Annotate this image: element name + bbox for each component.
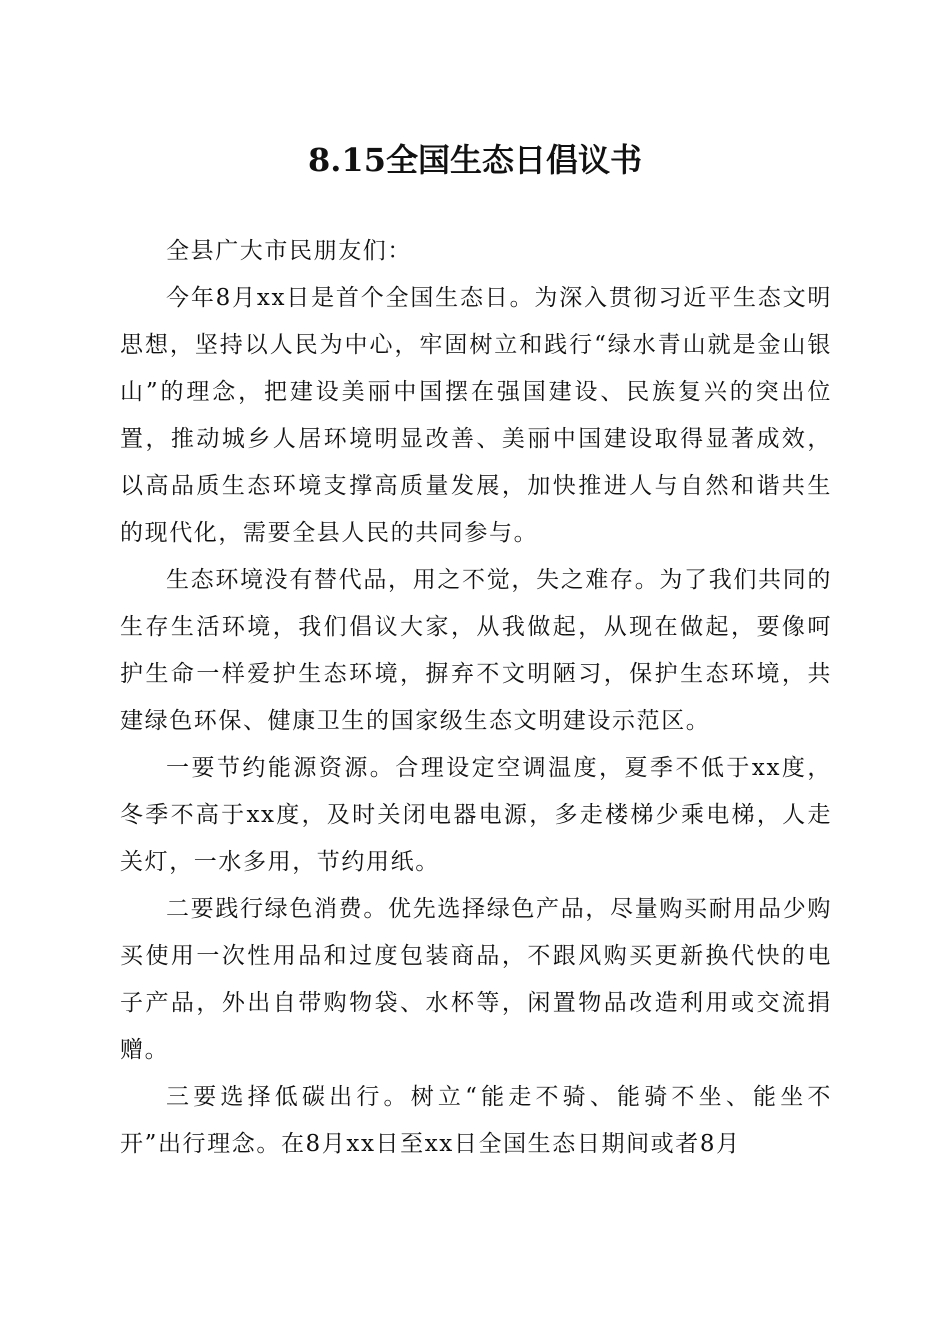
- paragraph-call-to-action: 生态环境没有替代品，用之不觉，失之难存。为了我们共同的生存生活环境，我们倡议大家，从我做起，从现在做起，要像呵护生命一样爱护生态环境，摒弃不文明陋习，保护生态环境，共建绿色环保、健康卫生的国家级生态文明建设示范区。: [120, 567, 832, 734]
- paragraph-intro: 今年8月xx日是首个全国生态日。为深入贯彻习近平生态文明思想，坚持以人民为中心，牢固树立和践行“绿水青山就是金山银山”的理念，把建设美丽中国摆在强国建设、民族复兴的突出位置，推动城乡人居环境明显改善、美丽中国建设取得显著成效，以高品质生态环境支撑高质量发展，加快推进人与自然和谐共生的现代化，需要全县人民的共同参与。: [120, 285, 832, 546]
- salutation: 全县广大市民朋友们：: [166, 238, 412, 264]
- paragraph-save-energy: 一要节约能源资源。合理设定空调温度，夏季不低于xx度，冬季不高于xx度，及时关闭电器电源，多走楼梯少乘电梯，人走关灯，一水多用，节约用纸。: [120, 755, 832, 875]
- paragraph-low-carbon-travel: 三要选择低碳出行。树立“能走不骑、能骑不坐、能坐不开”出行理念。在8月xx日至xx日全国生态日期间或者8月: [120, 1084, 832, 1157]
- document-body: [120, 228, 832, 1168]
- paragraph-green-consumption: 二要践行绿色消费。优先选择绿色产品，尽量购买耐用品少购买使用一次性用品和过度包装商品，不跟风购买更新换代快的电子产品，外出自带购物袋、水杯等，闲置物品改造利用或交流捐赠。: [120, 896, 832, 1063]
- document-title: 8.15全国生态日倡议书: [308, 141, 642, 179]
